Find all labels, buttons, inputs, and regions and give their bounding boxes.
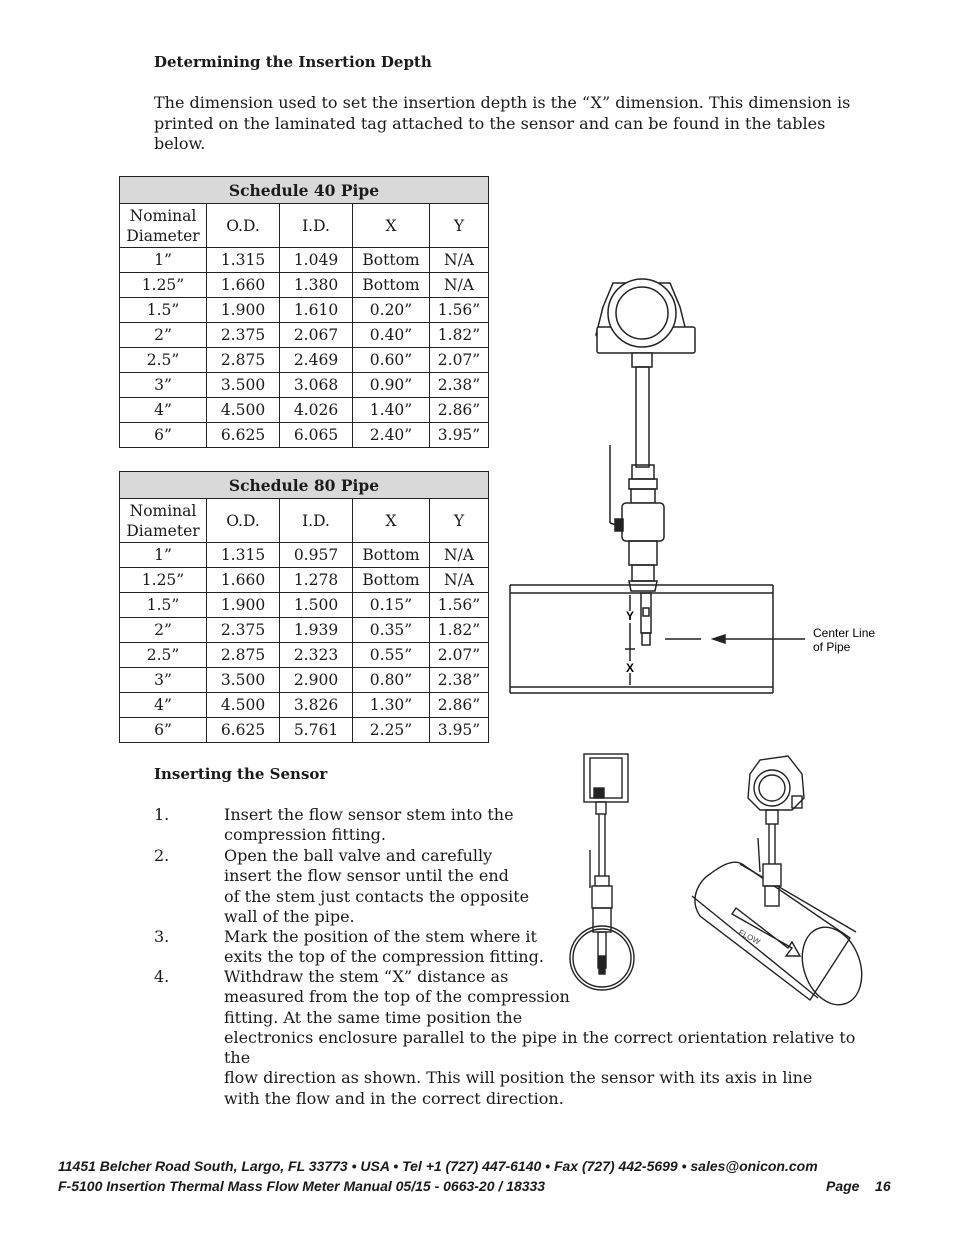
- cell: 1.610: [280, 298, 353, 323]
- cell: 3”: [120, 373, 207, 398]
- cell: 0.35”: [353, 618, 430, 643]
- col-header-id: I.D.: [280, 499, 353, 543]
- table-row: [120, 373, 489, 398]
- cell: 5.761: [280, 718, 353, 743]
- table-row: [120, 643, 489, 668]
- cell: 1.56”: [430, 593, 489, 618]
- col-header-nominal: Nominal Diameter: [120, 204, 207, 248]
- col-header-y: Y: [430, 204, 489, 248]
- cell: 2”: [120, 323, 207, 348]
- schedule-40-table: [119, 176, 489, 448]
- cell: 1.278: [280, 568, 353, 593]
- center-line-label: of Pipe: [813, 640, 851, 654]
- cell: 6.625: [207, 718, 280, 743]
- intro-paragraph: [154, 93, 874, 155]
- cell: 2.900: [280, 668, 353, 693]
- cell: 2.86”: [430, 693, 489, 718]
- section-heading-insertion-depth: Determining the Insertion Depth: [154, 53, 432, 71]
- intro-line: printed on the laminated tag attached to the sensor and can be found in the tables below.: [154, 113, 826, 153]
- table-row: [120, 593, 489, 618]
- cell: 1”: [120, 543, 207, 568]
- col-header-y: Y: [430, 499, 489, 543]
- cell: 6”: [120, 423, 207, 448]
- step-text: Insert the flow sensor stem into the compression fitting.: [224, 805, 514, 845]
- cell: 2.323: [280, 643, 353, 668]
- cell: 1.315: [207, 248, 280, 273]
- sensor-orientation-diagram: [560, 748, 880, 1008]
- cell: 3”: [120, 668, 207, 693]
- cell: 6.625: [207, 423, 280, 448]
- col-header-id: I.D.: [280, 204, 353, 248]
- cell: 4.500: [207, 693, 280, 718]
- cell: 2.067: [280, 323, 353, 348]
- cell: N/A: [430, 273, 489, 298]
- cell: 1.40”: [353, 398, 430, 423]
- center-line-label: Center Line: [813, 626, 876, 640]
- cell: 0.90”: [353, 373, 430, 398]
- cell: 1.900: [207, 593, 280, 618]
- cell: 2.469: [280, 348, 353, 373]
- cell: 1.939: [280, 618, 353, 643]
- cell: 0.20”: [353, 298, 430, 323]
- cell: 1.315: [207, 543, 280, 568]
- cell: 4.026: [280, 398, 353, 423]
- cell: 2.07”: [430, 348, 489, 373]
- step-number: 3.: [154, 927, 170, 946]
- cell: 1.25”: [120, 273, 207, 298]
- col-header-nominal: Nominal Diameter: [120, 499, 207, 543]
- cell: 2.375: [207, 618, 280, 643]
- cell: 2.07”: [430, 643, 489, 668]
- cell: 2.40”: [353, 423, 430, 448]
- section-heading-inserting-sensor: Inserting the Sensor: [154, 765, 328, 783]
- dimension-x-label: X: [626, 661, 635, 675]
- cell: 2.25”: [353, 718, 430, 743]
- cell: N/A: [430, 248, 489, 273]
- table-row: [120, 423, 489, 448]
- cell: 1”: [120, 248, 207, 273]
- table-row: [120, 298, 489, 323]
- cell: 0.40”: [353, 323, 430, 348]
- cell: 1.380: [280, 273, 353, 298]
- step-number: 2.: [154, 846, 170, 865]
- footer-manual: F-5100 Insertion Thermal Mass Flow Meter Manual 05/15 - 0663-20 / 18333: [58, 1178, 546, 1194]
- table-row: [120, 248, 489, 273]
- table-row: [120, 568, 489, 593]
- cell: 1.660: [207, 273, 280, 298]
- table-caption: Schedule 80 Pipe: [120, 472, 489, 499]
- cell: 2.875: [207, 643, 280, 668]
- cell: 3.95”: [430, 718, 489, 743]
- cell: 3.500: [207, 668, 280, 693]
- cell: 4”: [120, 398, 207, 423]
- cell: 4.500: [207, 398, 280, 423]
- cell: 1.82”: [430, 323, 489, 348]
- page-number: Page 16: [826, 1178, 891, 1194]
- cell: 1.900: [207, 298, 280, 323]
- cell: 1.5”: [120, 593, 207, 618]
- cell: Bottom: [353, 568, 430, 593]
- cell: 2.875: [207, 348, 280, 373]
- cell: 1.5”: [120, 298, 207, 323]
- cell: 1.500: [280, 593, 353, 618]
- table-row: [120, 398, 489, 423]
- cell: 2.38”: [430, 668, 489, 693]
- cell: 2.5”: [120, 643, 207, 668]
- table-row: [120, 718, 489, 743]
- cell: N/A: [430, 543, 489, 568]
- step-text: Withdraw the stem “X” distance as measured from the top of the compression fitting. At the same time position the electronics enclosure parallel to the pipe in the correct orientation relative to the flow direction as shown. This will position the sensor with its axis in line with the flow and in the correct direction.: [224, 967, 856, 1108]
- step-text: Mark the position of the stem where it exits the top of the compression fitting.: [224, 927, 544, 967]
- cell: 0.55”: [353, 643, 430, 668]
- cell: Bottom: [353, 543, 430, 568]
- cell: Bottom: [353, 248, 430, 273]
- cell: 0.15”: [353, 593, 430, 618]
- col-header-x: X: [353, 204, 430, 248]
- cell: 2.38”: [430, 373, 489, 398]
- intro-line: The dimension used to set the insertion depth is the “X” dimension. This dimension is: [154, 93, 851, 112]
- cell: 1.049: [280, 248, 353, 273]
- table-row: [120, 348, 489, 373]
- cell: 0.957: [280, 543, 353, 568]
- cell: 0.80”: [353, 668, 430, 693]
- table-row: [120, 323, 489, 348]
- step-number: 4.: [154, 967, 170, 986]
- cell: 2.5”: [120, 348, 207, 373]
- insertion-depth-diagram: [505, 265, 895, 700]
- table-row: [120, 543, 489, 568]
- flow-label: FLOW: [737, 927, 762, 947]
- cell: 2.375: [207, 323, 280, 348]
- table-caption: Schedule 40 Pipe: [120, 177, 489, 204]
- cell: Bottom: [353, 273, 430, 298]
- cell: 0.60”: [353, 348, 430, 373]
- cell: 1.660: [207, 568, 280, 593]
- cell: 4”: [120, 693, 207, 718]
- col-header-od: O.D.: [207, 499, 280, 543]
- step-text: Open the ball valve and carefully insert the flow sensor until the end of the stem just contacts the opposite wall of the pipe.: [224, 846, 530, 926]
- cell: 2.86”: [430, 398, 489, 423]
- cell: 3.826: [280, 693, 353, 718]
- cell: 3.95”: [430, 423, 489, 448]
- cell: 1.25”: [120, 568, 207, 593]
- cell: 6”: [120, 718, 207, 743]
- cell: 3.500: [207, 373, 280, 398]
- step-number: 1.: [154, 805, 170, 824]
- cell: 3.068: [280, 373, 353, 398]
- cell: N/A: [430, 568, 489, 593]
- footer-address: 11451 Belcher Road South, Largo, FL 33773 • USA • Tel +1 (727) 447-6140 • Fax (727) 442-5699 • sales@onicon.com: [58, 1158, 818, 1174]
- cell: 6.065: [280, 423, 353, 448]
- table-row: [120, 693, 489, 718]
- cell: 1.56”: [430, 298, 489, 323]
- table-row: [120, 273, 489, 298]
- dimension-y-label: Y: [626, 609, 635, 623]
- table-row: [120, 618, 489, 643]
- schedule-80-table: [119, 471, 489, 743]
- table-row: [120, 668, 489, 693]
- cell: 2”: [120, 618, 207, 643]
- col-header-od: O.D.: [207, 204, 280, 248]
- cell: 1.30”: [353, 693, 430, 718]
- cell: 1.82”: [430, 618, 489, 643]
- col-header-x: X: [353, 499, 430, 543]
